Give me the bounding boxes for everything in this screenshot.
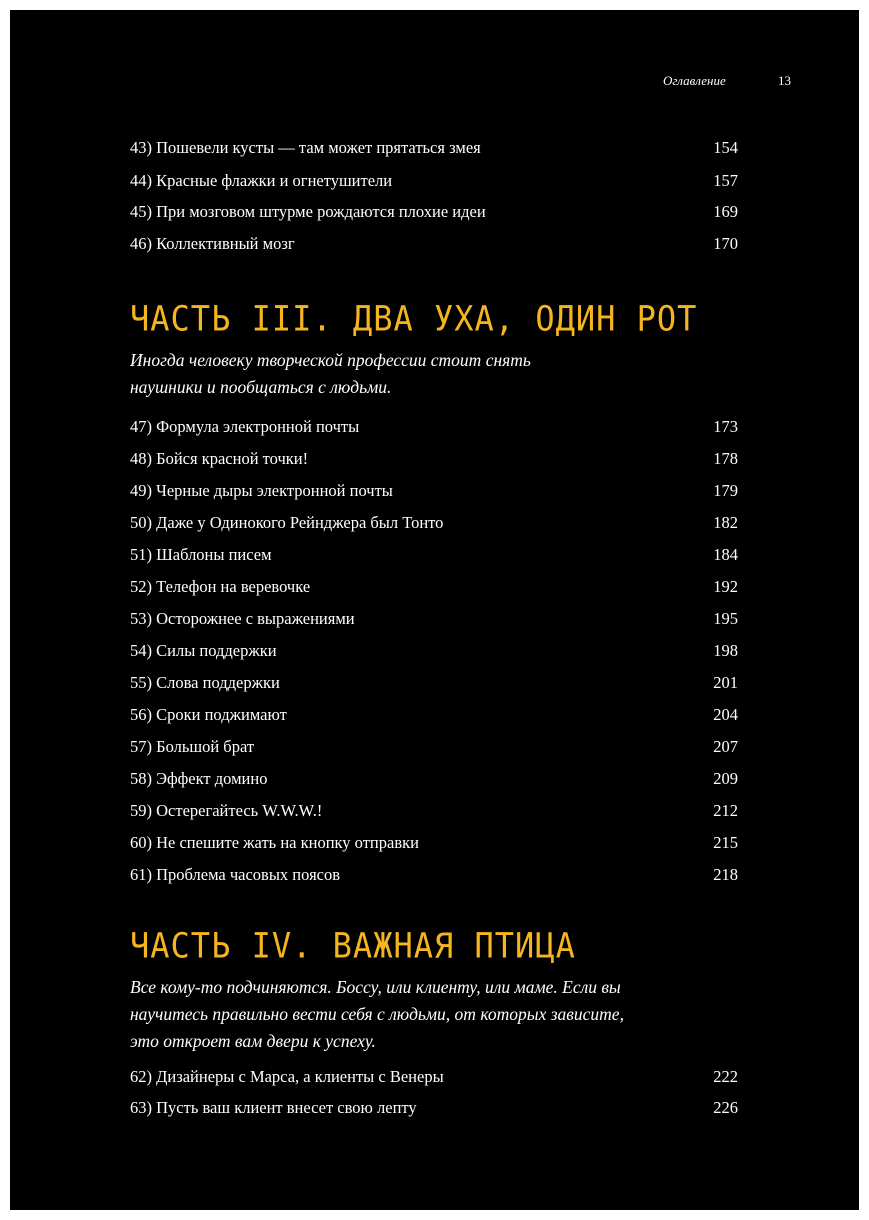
toc-entry-page: 201 xyxy=(713,673,738,692)
toc-entry-page: 192 xyxy=(713,577,738,596)
toc-entry-page: 154 xyxy=(713,138,738,157)
toc-entry-page: 170 xyxy=(713,234,738,253)
toc-entry xyxy=(130,447,738,471)
toc-entry-title: 61) Проблема часовых поясов xyxy=(130,865,341,884)
part-intro-line: это откроет вам двери к успеху. xyxy=(130,1031,376,1051)
toc-entry-title: 60) Не спешите жать на кнопку отправки xyxy=(130,833,419,852)
toc-entry-title: 56) Сроки поджимают xyxy=(130,705,287,724)
toc-entry-page: 207 xyxy=(713,737,738,756)
toc-entry xyxy=(130,479,738,503)
toc-entry-page: 198 xyxy=(713,641,738,660)
part-intro-line: Иногда человеку творческой профессии стоит снять xyxy=(130,350,531,370)
toc-entry-title: 62) Дизайнеры с Марса, а клиенты с Венеры xyxy=(130,1067,444,1086)
toc-entry-page: 169 xyxy=(713,202,738,221)
toc-entry-page: 218 xyxy=(713,865,738,884)
toc-entry xyxy=(130,799,738,823)
toc-entry xyxy=(130,232,738,256)
toc-entry-page: 157 xyxy=(713,171,738,190)
part-heading: ЧАСТЬ III. ДВА УХА, ОДИН РОТ xyxy=(130,298,698,340)
part-intro-line: научитесь правильно вести себя с людьми, от которых зависите, xyxy=(130,1004,624,1024)
toc-entry xyxy=(130,767,738,791)
toc-entry-title: 59) Остерегайтесь W.W.W.! xyxy=(130,801,323,820)
toc-entry-title: 44) Красные флажки и огнетушители xyxy=(130,171,393,190)
toc-entry-page: 226 xyxy=(713,1098,738,1117)
toc-entry xyxy=(130,200,738,224)
toc-entry xyxy=(130,607,738,631)
toc-entry-page: 195 xyxy=(713,609,738,628)
toc-entry-title: 51) Шаблоны писем xyxy=(130,545,272,564)
toc-entry xyxy=(130,1065,738,1089)
toc-entry-title: 55) Слова поддержки xyxy=(130,673,280,692)
toc-entry-title: 54) Силы поддержки xyxy=(130,641,277,660)
toc-entry-title: 43) Пошевели кусты — там может прятаться змея xyxy=(130,138,481,157)
toc-entry-title: 47) Формула электронной почты xyxy=(130,417,360,436)
toc-entry-page: 182 xyxy=(713,513,738,532)
toc-entry-page: 179 xyxy=(713,481,738,500)
toc-entry xyxy=(130,575,738,599)
toc-entry-title: 52) Телефон на веревочке xyxy=(130,577,311,596)
running-head-title: Оглавление xyxy=(663,73,726,88)
part-heading: ЧАСТЬ IV. ВАЖНАЯ ПТИЦА xyxy=(130,925,576,967)
toc-entry-title: 49) Черные дыры электронной почты xyxy=(130,481,393,500)
toc-entry xyxy=(130,136,738,160)
toc-entry xyxy=(130,169,738,193)
toc-entry-page: 222 xyxy=(713,1067,738,1086)
toc-entry-title: 58) Эффект домино xyxy=(130,769,268,788)
toc-entry-page: 215 xyxy=(713,833,738,852)
part-intro xyxy=(130,974,750,1055)
toc-entry-title: 57) Большой брат xyxy=(130,737,255,756)
toc-entry-page: 173 xyxy=(713,417,738,436)
toc-entry xyxy=(130,735,738,759)
toc-entry-title: 63) Пусть ваш клиент внесет свою лепту xyxy=(130,1098,417,1117)
toc-entry-title: 53) Осторожнее с выражениями xyxy=(130,609,355,628)
toc-entry-page: 178 xyxy=(713,449,738,468)
toc-entry xyxy=(130,511,738,535)
toc-entry-page: 209 xyxy=(713,769,738,788)
toc-entry-page: 184 xyxy=(713,545,738,564)
toc-entry xyxy=(130,1096,738,1120)
toc-entry xyxy=(130,863,738,887)
toc-entry-title: 50) Даже у Одинокого Рейнджера был Тонто xyxy=(130,513,444,532)
toc-entry-title: 45) При мозговом штурме рождаются плохие идеи xyxy=(130,202,486,221)
toc-entry xyxy=(130,543,738,567)
toc-entry xyxy=(130,415,738,439)
toc-entry xyxy=(130,671,738,695)
toc-entry xyxy=(130,639,738,663)
toc-entry xyxy=(130,831,738,855)
toc-entry-page: 204 xyxy=(713,705,738,724)
toc-entry-title: 48) Бойся красной точки! xyxy=(130,449,309,468)
book-page xyxy=(10,10,859,1210)
part-intro-line: Все кому-то подчиняются. Боссу, или клиенту, или маме. Если вы xyxy=(130,977,621,997)
toc-entry-title: 46) Коллективный мозг xyxy=(130,234,295,253)
part-intro-line: наушники и пообщаться с людьми. xyxy=(130,377,392,397)
toc-entry-page: 212 xyxy=(713,801,738,820)
part-intro xyxy=(130,347,730,401)
page-number: 13 xyxy=(778,73,791,88)
toc-entry xyxy=(130,703,738,727)
